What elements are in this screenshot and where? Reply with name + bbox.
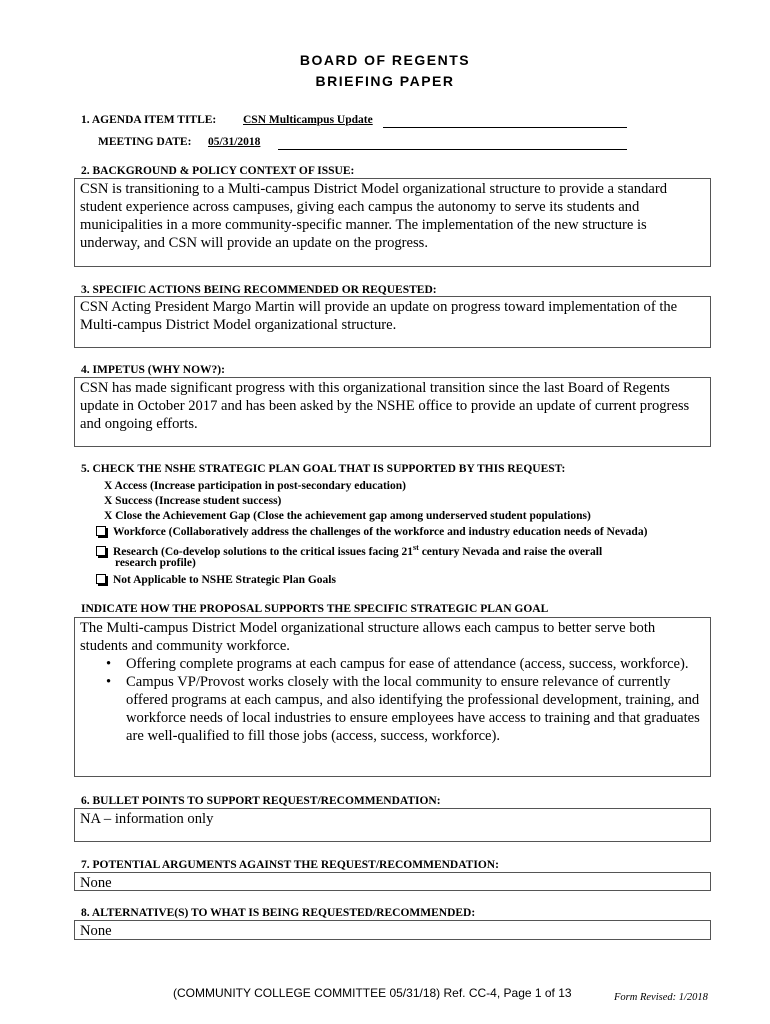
- alternatives-box: [74, 920, 711, 940]
- goal-achievement-gap: X Close the Achievement Gap (Close the achievement gap among underserved student populations): [104, 510, 591, 522]
- bullet-points-text: NA – information only: [80, 811, 214, 827]
- goal-research-sup: st: [413, 543, 419, 552]
- goal-workforce[interactable]: [96, 525, 647, 539]
- list-item: [80, 655, 705, 673]
- agenda-item-label: 1. AGENDA ITEM TITLE:: [81, 114, 217, 126]
- meeting-date-underline: [278, 149, 627, 150]
- footer-form-revised: Form Revised: 1/2018: [614, 992, 708, 1003]
- checkbox-icon[interactable]: [96, 546, 106, 556]
- indicate-bullet-list: [80, 655, 705, 745]
- goal-success: X Success (Increase student success): [104, 495, 282, 507]
- indicate-bullet-text: Campus VP/Provost works closely with the local community to ensure relevance of currently offered programs at each campus, and also identifying the professional development, training, and workforce needs of local industries to ensure employees have access to training and that graduates are well-qualified to fill those jobs (access, success, workforce).: [126, 674, 700, 744]
- checkbox-icon[interactable]: [96, 526, 106, 536]
- background-text: CSN is transitioning to a Multi-campus District Model organizational structure to provide a standard student experience across campuses, giving each campus the autonomy to serve its students and municipalities in a more community-specific manner. The implementation of the new structure is underway, and CSN will provide an update on the progress.: [80, 181, 668, 251]
- actions-box: [74, 296, 711, 348]
- bullet-points-box: [74, 808, 711, 842]
- bullet-points-heading: 6. BULLET POINTS TO SUPPORT REQUEST/RECOMMENDATION:: [81, 795, 441, 807]
- indicate-heading: INDICATE HOW THE PROPOSAL SUPPORTS THE SPECIFIC STRATEGIC PLAN GOAL: [81, 603, 549, 615]
- goal-access: X Access (Increase participation in post-secondary education): [104, 480, 406, 492]
- background-box: [74, 178, 711, 267]
- checkbox-icon[interactable]: [96, 574, 106, 584]
- arguments-heading: 7. POTENTIAL ARGUMENTS AGAINST THE REQUEST/RECOMMENDATION:: [81, 859, 499, 871]
- indicate-box: [74, 617, 711, 777]
- agenda-item-value: CSN Multicampus Update: [243, 114, 373, 126]
- bullet-icon: •: [106, 674, 112, 690]
- background-heading: 2. BACKGROUND & POLICY CONTEXT OF ISSUE:: [81, 165, 355, 177]
- goal-research-label-b: century Nevada and raise the overall: [418, 545, 603, 558]
- impetus-text: CSN has made significant progress with this organizational transition since the last Board of Regents update in October 2017 and has been asked by the NSHE office to provide an update of current progress and ongoing efforts.: [80, 380, 690, 432]
- goal-not-applicable[interactable]: [96, 573, 336, 587]
- actions-heading: 3. SPECIFIC ACTIONS BEING RECOMMENDED OR REQUESTED:: [81, 284, 437, 296]
- indicate-intro: The Multi-campus District Model organizational structure allows each campus to better serve both students and community workforce.: [80, 620, 656, 654]
- indicate-bullet-text: Offering complete programs at each campus for ease of attendance (access, success, workforce).: [126, 656, 689, 672]
- meeting-date-label: MEETING DATE:: [98, 136, 192, 148]
- page-title: BOARD OF REGENTS: [299, 52, 471, 68]
- goal-research-label-c: research profile): [115, 557, 196, 569]
- goal-not-applicable-label: Not Applicable to NSHE Strategic Plan Goals: [113, 574, 336, 586]
- alternatives-text: None: [80, 923, 112, 939]
- meeting-date-value: 05/31/2018: [208, 136, 261, 148]
- actions-text: CSN Acting President Margo Martin will provide an update on progress toward implementation of the Multi-campus District Model organizational structure.: [80, 299, 678, 333]
- footer-reference: (COMMUNITY COLLEGE COMMITTEE 05/31/18) Ref. CC-4, Page 1 of 13: [173, 986, 572, 1000]
- arguments-box: [74, 872, 711, 891]
- strategic-heading: 5. CHECK THE NSHE STRATEGIC PLAN GOAL THAT IS SUPPORTED BY THIS REQUEST:: [81, 463, 566, 475]
- impetus-heading: 4. IMPETUS (WHY NOW?):: [81, 364, 225, 376]
- arguments-text: None: [80, 875, 112, 891]
- page-subtitle: BRIEFING PAPER: [315, 73, 455, 89]
- alternatives-heading: 8. ALTERNATIVE(S) TO WHAT IS BEING REQUESTED/RECOMMENDED:: [81, 907, 476, 919]
- list-item: [80, 673, 705, 745]
- agenda-item-underline: [383, 127, 627, 128]
- goal-workforce-label: Workforce (Collaboratively address the challenges of the workforce and industry education needs of Nevada): [113, 526, 648, 538]
- bullet-icon: •: [106, 656, 112, 672]
- impetus-box: [74, 377, 711, 447]
- goal-research-label-a: Research (Co-develop solutions to the critical issues facing 21: [113, 545, 414, 558]
